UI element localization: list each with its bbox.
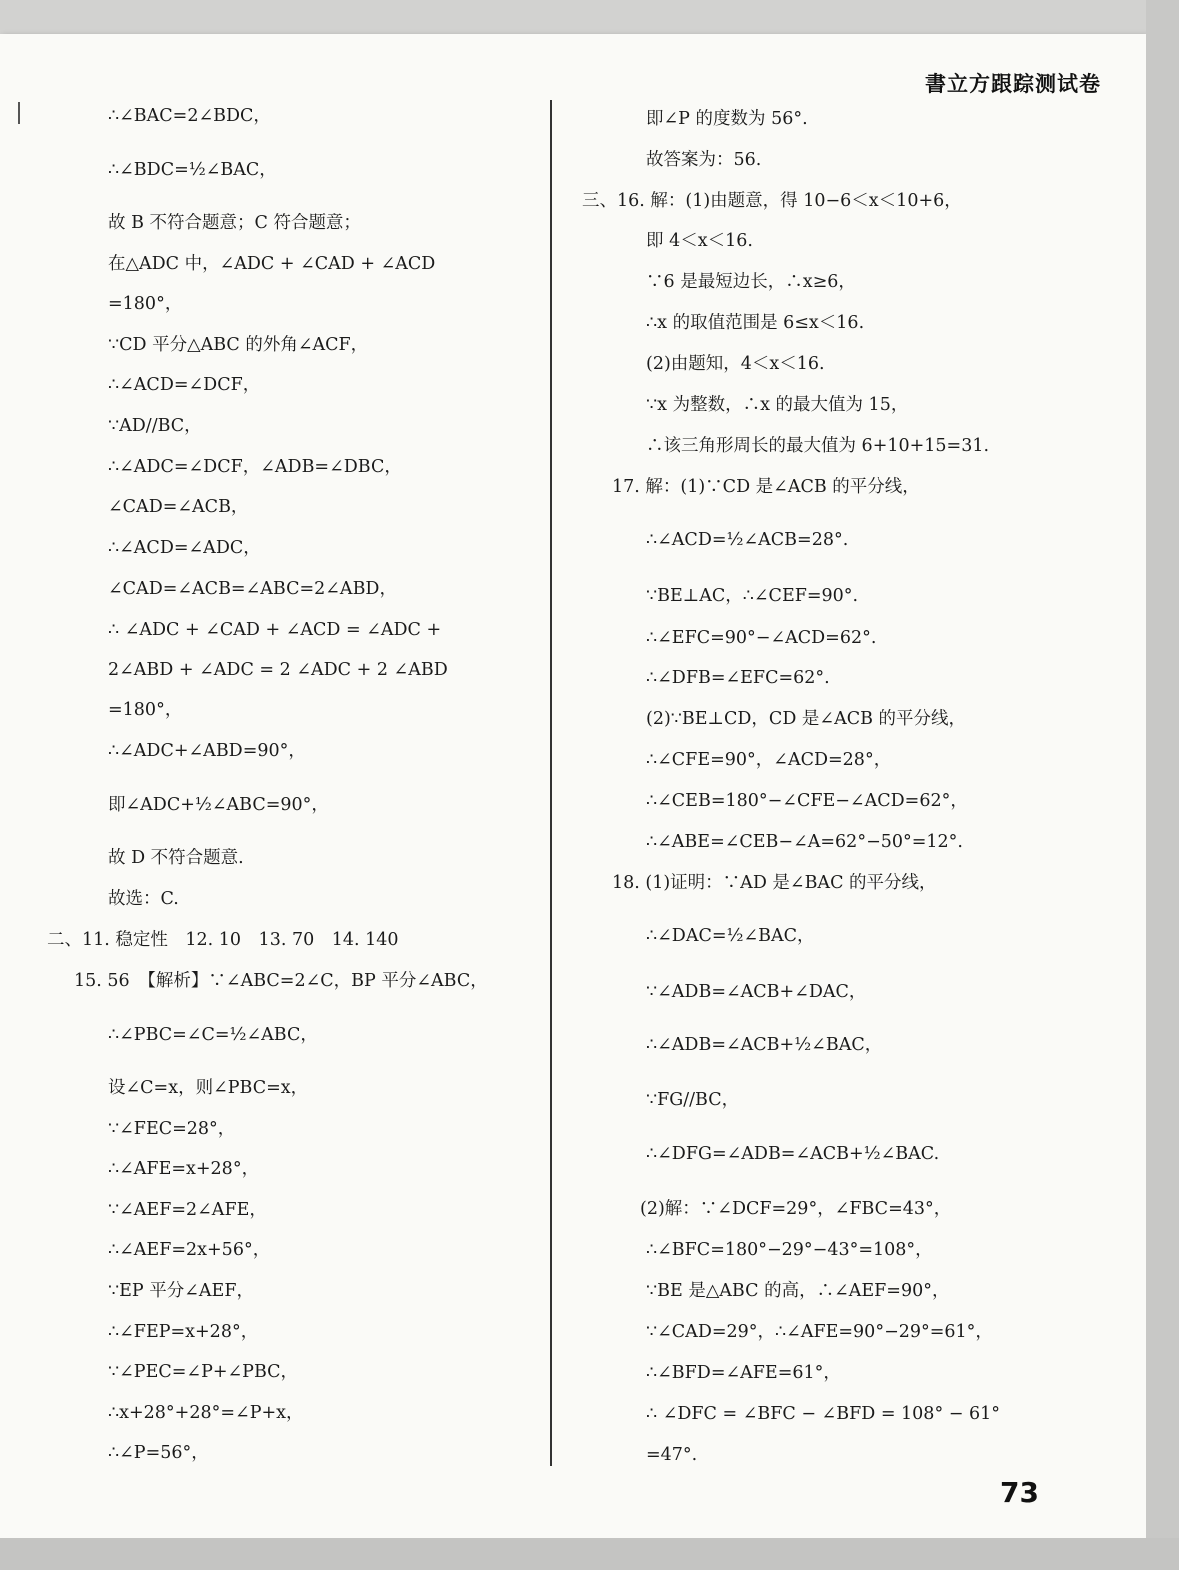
text-line: ∴∠ADC=∠DCF，∠ADB=∠DBC， <box>108 457 402 477</box>
text-line: ∴∠BDC=½∠BAC， <box>108 160 277 180</box>
text-line: ∵6 是最短边长，∴x≥6， <box>646 272 856 292</box>
text-line: 三、16. 解：(1)由题意，得 10−6＜x＜10+6， <box>582 191 962 211</box>
text-line: 15. 56 【解析】∵∠ABC=2∠C，BP 平分∠ABC， <box>74 971 488 991</box>
text-line: ∴∠CFE=90°，∠ACD=28°， <box>646 750 892 770</box>
text-line: ∴x+28°+28°=∠P+x， <box>108 1403 304 1423</box>
text-line: ∵BE 是△ABC 的高，∴∠AEF=90°， <box>646 1281 950 1301</box>
text-line: ∴∠ADB=∠ACB+½∠BAC， <box>646 1035 883 1055</box>
text-line: ∴∠ADC+∠ABD=90°， <box>108 741 306 761</box>
text-line: 故 B 不符合题意；C 符合题意； <box>108 213 361 233</box>
text-line: ∴∠EFC=90°−∠ACD=62°. <box>646 628 877 648</box>
text-line: 故 D 不符合题意. <box>108 848 244 868</box>
text-line: ∴∠CEB=180°−∠CFE−∠ACD=62°， <box>646 791 968 811</box>
text-line: ∴∠AFE=x+28°， <box>108 1159 260 1179</box>
text-line: ∴该三角形周长的最大值为 6+10+15=31. <box>646 436 990 456</box>
text-line: ∵∠AEF=2∠AFE， <box>108 1200 267 1220</box>
text-line: ∵BE⊥AC，∴∠CEF=90°. <box>646 586 859 606</box>
text-line: ∵∠ADB=∠ACB+∠DAC， <box>646 982 867 1002</box>
scan-border-right <box>1146 0 1179 1570</box>
left-column <box>0 0 545 1540</box>
text-line: ∵∠FEC=28°， <box>108 1119 236 1139</box>
text-line: ∴∠DFG=∠ADB=∠ACB+½∠BAC. <box>646 1144 940 1164</box>
text-line: ∴∠BFC=180°−29°−43°=108°， <box>646 1240 933 1260</box>
page-number: 73 <box>1000 1476 1039 1509</box>
text-line: ∴∠ACD=∠ADC， <box>108 538 261 558</box>
text-line: ∴∠DFB=∠EFC=62°. <box>646 668 830 688</box>
text-line: ∴∠BFD=∠AFE=61°， <box>646 1363 841 1383</box>
text-line: ∴∠DAC=½∠BAC， <box>646 926 815 946</box>
text-line: =180°， <box>108 700 183 720</box>
text-line: ∴∠P=56°， <box>108 1443 209 1463</box>
text-line: 二、11. 稳定性 12. 10 13. 70 14. 140 <box>47 930 399 950</box>
text-line: 故答案为：56. <box>646 150 762 170</box>
page-header-title: 書立方跟踪测试卷 <box>925 72 1101 96</box>
text-line: (2)解：∵∠DCF=29°，∠FBC=43°， <box>640 1199 952 1219</box>
text-line: ∴∠PBC=∠C=½∠ABC， <box>108 1025 318 1045</box>
text-line: ∴∠BAC=2∠BDC， <box>108 106 271 126</box>
text-line: =180°， <box>108 294 183 314</box>
scan-border-bottom <box>0 1538 1179 1570</box>
text-line: ∴∠ABE=∠CEB−∠A=62°−50°=12°. <box>646 832 963 852</box>
text-line: 故选：C. <box>108 889 179 909</box>
text-line: ∵EP 平分∠AEF， <box>108 1281 254 1301</box>
text-line: 设∠C=x，则∠PBC=x， <box>108 1078 309 1098</box>
text-line: 18. (1)证明：∵AD 是∠BAC 的平分线， <box>612 873 937 893</box>
text-line: ∵x 为整数，∴x 的最大值为 15， <box>646 395 909 415</box>
text-line: ∠CAD=∠ACB， <box>108 497 249 517</box>
right-column <box>560 0 1120 1540</box>
text-line: ∴ ∠DFC = ∠BFC − ∠BFD = 108° − 61° <box>646 1404 1000 1424</box>
text-line: ∴x 的取值范围是 6≤x＜16. <box>646 313 865 333</box>
text-line: ∴∠AEF=2x+56°， <box>108 1240 271 1260</box>
text-line: 即∠P 的度数为 56°. <box>646 109 808 129</box>
text-line: 17. 解：(1)∵CD 是∠ACB 的平分线， <box>612 477 920 497</box>
text-line: ∴∠ACD=∠DCF， <box>108 375 261 395</box>
text-line: 即∠ADC+½∠ABC=90°， <box>108 795 329 815</box>
column-divider <box>550 100 552 1466</box>
text-line: ∵FG//BC， <box>646 1090 740 1110</box>
text-line: ∵AD//BC， <box>108 416 202 436</box>
text-line: ∵CD 平分△ABC 的外角∠ACF， <box>108 335 369 355</box>
text-line: =47°. <box>646 1445 698 1465</box>
text-line: (2)∵BE⊥CD，CD 是∠ACB 的平分线， <box>646 709 967 729</box>
text-line: 即 4＜x＜16. <box>646 231 753 251</box>
text-line: ∠CAD=∠ACB=∠ABC=2∠ABD， <box>108 579 397 599</box>
text-line: ∴∠FEP=x+28°， <box>108 1322 259 1342</box>
text-line: ∵∠CAD=29°，∴∠AFE=90°−29°=61°， <box>646 1322 993 1342</box>
text-line: 在△ADC 中，∠ADC + ∠CAD + ∠ACD <box>108 254 436 274</box>
text-line: ∴ ∠ADC + ∠CAD + ∠ACD = ∠ADC + <box>108 620 442 640</box>
text-line: ∵∠PEC=∠P+∠PBC， <box>108 1362 299 1382</box>
text-line: (2)由题知，4＜x＜16. <box>646 354 825 374</box>
text-line: 2∠ABD + ∠ADC = 2 ∠ADC + 2 ∠ABD <box>108 660 448 680</box>
text-line: ∴∠ACD=½∠ACB=28°. <box>646 530 849 550</box>
